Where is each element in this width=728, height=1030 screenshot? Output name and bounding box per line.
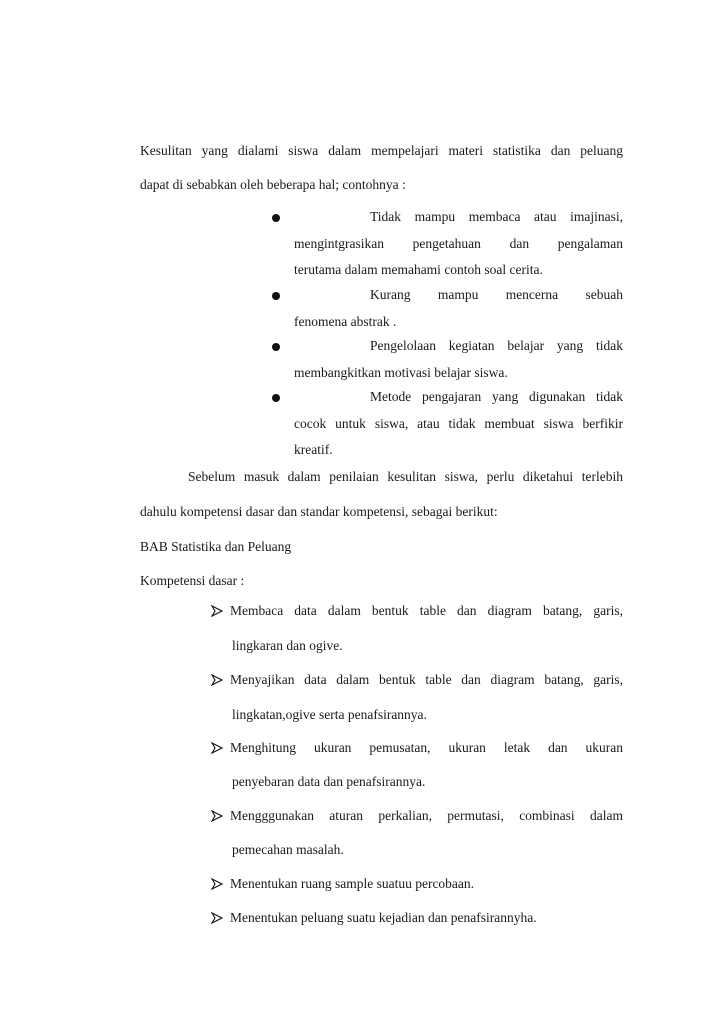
bullet-icon bbox=[272, 343, 280, 351]
para2-line-2: dahulu kompetensi dasar dan standar kompetensi, sebagai berikut: bbox=[140, 504, 498, 519]
kd-1-line-2: lingkaran dan ogive. bbox=[232, 638, 343, 653]
kd-1-line-1: Membaca data dalam bentuk table dan diagram batang, garis, bbox=[230, 603, 623, 618]
arrow-bullet-icon bbox=[211, 878, 223, 890]
para2-line-1: Sebelum masuk dalam penilaian kesulitan siswa, perlu diketahui terlebih bbox=[188, 469, 623, 484]
intro-line-2: dapat di sebabkan oleh beberapa hal; contohnya : bbox=[140, 177, 406, 192]
bullet-2-line-2: fenomena abstrak . bbox=[294, 314, 397, 329]
arrow-bullet-icon bbox=[211, 912, 223, 924]
kd-3-line-2: penyebaran data dan penafsirannya. bbox=[232, 774, 426, 789]
kd-2-line-1: Menyajikan data dalam bentuk table dan diagram batang, garis, bbox=[230, 672, 623, 687]
bullet-1-line-1: Tidak mampu membaca atau imajinasi, bbox=[370, 209, 623, 224]
arrow-bullet-icon bbox=[211, 810, 223, 822]
bullet-1-line-3: terutama dalam memahami contoh soal cerita. bbox=[294, 262, 543, 277]
bullet-4-line-2: cocok untuk siswa, atau tidak membuat siswa berfikir bbox=[294, 416, 623, 431]
bullet-icon bbox=[272, 394, 280, 402]
kompetensi-label: Kompetensi dasar : bbox=[140, 573, 245, 588]
kd-3-line-1: Menghitung ukuran pemusatan, ukuran letak dan ukuran bbox=[230, 740, 623, 755]
kd-5-line-1: Menentukan ruang sample suatuu percobaan. bbox=[230, 876, 475, 891]
bullet-2-line-1: Kurang mampu mencerna sebuah bbox=[370, 287, 623, 302]
kd-6-line-1: Menentukan peluang suatu kejadian dan penafsirannyha. bbox=[230, 910, 537, 925]
kd-4-line-2: pemecahan masalah. bbox=[232, 842, 344, 857]
intro-line-1: Kesulitan yang dialami siswa dalam mempelajari materi statistika dan peluang bbox=[140, 143, 623, 158]
arrow-bullet-icon bbox=[211, 674, 223, 686]
bullet-1-line-2: mengintgrasikan pengetahuan dan pengalaman bbox=[294, 236, 623, 251]
arrow-bullet-icon bbox=[211, 605, 223, 617]
bullet-3-line-1: Pengelolaan kegiatan belajar yang tidak bbox=[370, 338, 623, 353]
arrow-bullet-icon bbox=[211, 742, 223, 754]
kd-4-line-1: Mengggunakan aturan perkalian, permutasi, combinasi dalam bbox=[230, 808, 623, 823]
bullet-4-line-1: Metode pengajaran yang digunakan tidak bbox=[370, 389, 623, 404]
bullet-4-line-3: kreatif. bbox=[294, 442, 333, 457]
bullet-3-line-2: membangkitkan motivasi belajar siswa. bbox=[294, 365, 508, 380]
kd-2-line-2: lingkatan,ogive serta penafsirannya. bbox=[232, 707, 427, 722]
section-heading: BAB Statistika dan Peluang bbox=[140, 539, 292, 554]
bullet-icon bbox=[272, 214, 280, 222]
bullet-icon bbox=[272, 292, 280, 300]
